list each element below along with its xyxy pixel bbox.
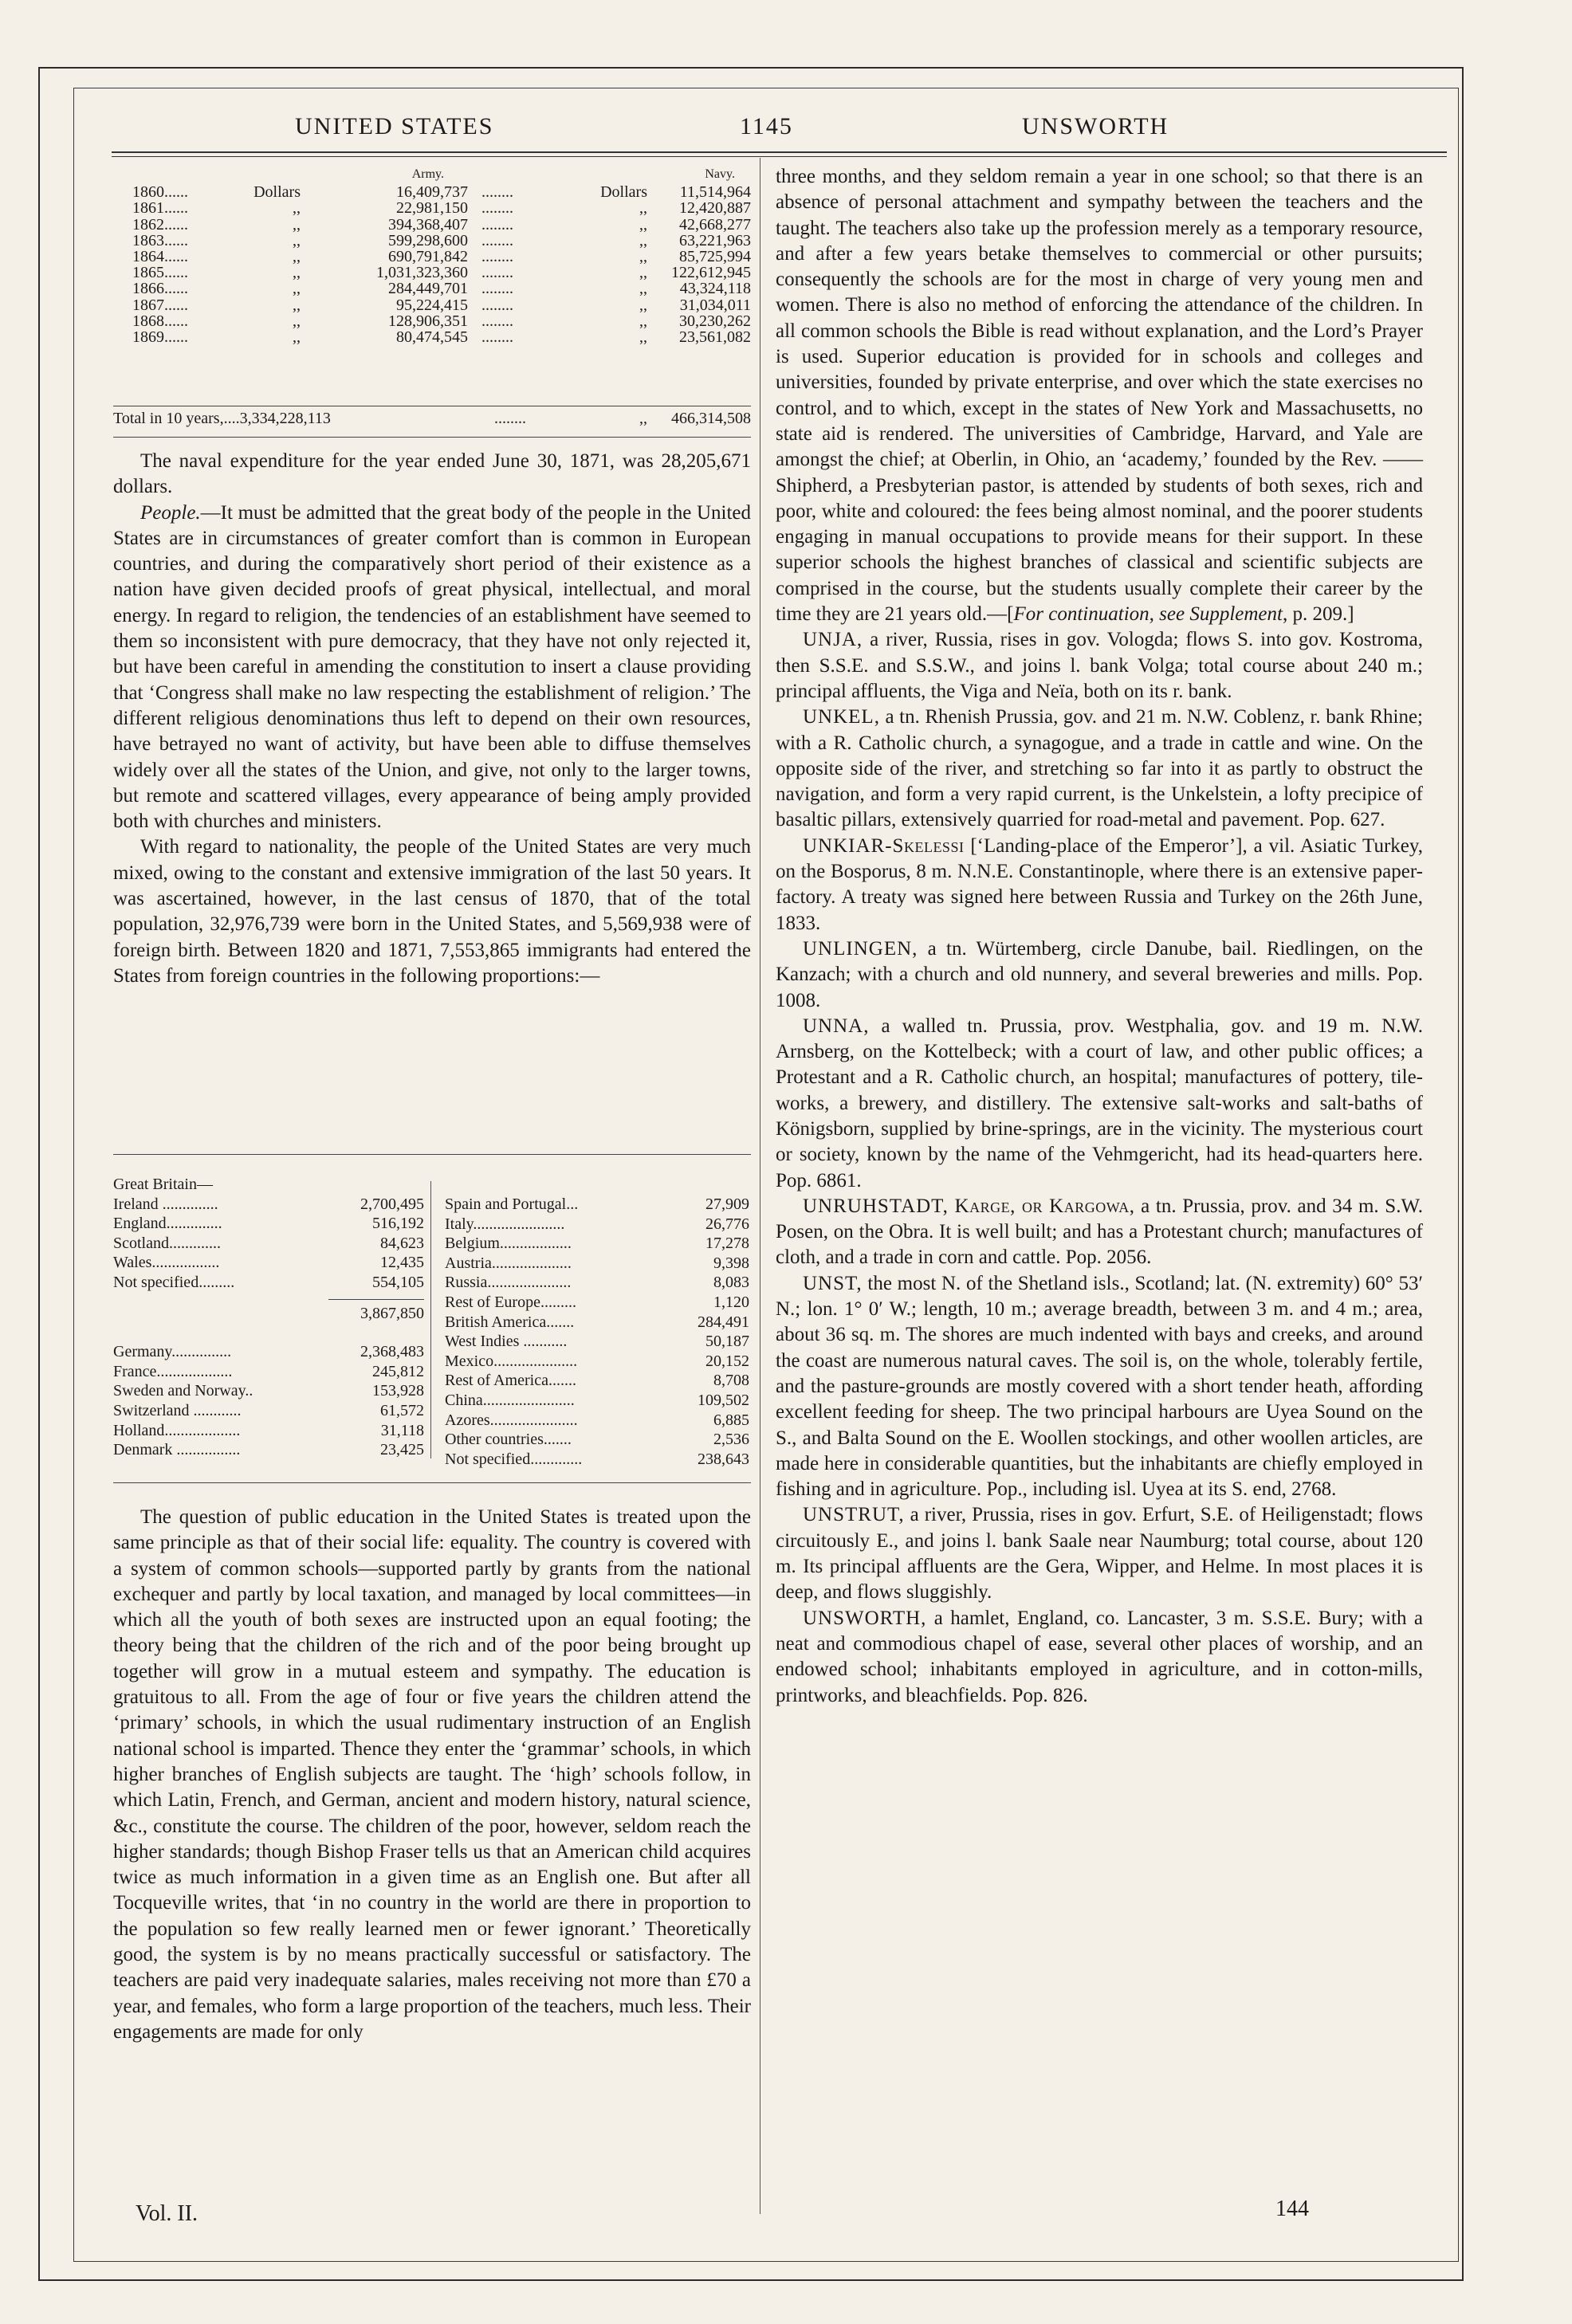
leader-dots: ........ xyxy=(481,312,513,330)
leader-dots: ........ xyxy=(481,231,513,249)
page-number: 1145 xyxy=(740,113,793,139)
entry-text: a river, Prussia, rises in gov. Erfurt, S.E. of Heiligenstadt; flows circuitously E., and joins l. bank Saale near Naumburg; total course, about 120 m. Its principal affluents are the Gera, Wipper, and Helme. In most places it is deep, and flows sluggishly. xyxy=(776,1504,1423,1604)
left-column-lower xyxy=(113,1505,751,2045)
army-value: 599,298,600 xyxy=(388,231,468,249)
entry-text: a tn. Würtemberg, circle Danube, bail. Riedlingen, on the Kanzach; with a church and old nunnery, and several breweries and mills. Pop. 1008. xyxy=(776,937,1423,1011)
immigration-row xyxy=(445,1451,756,1470)
leader-dots: ........ xyxy=(481,183,513,202)
entry-text: a tn. Rhenish Prussia, gov. and 21 m. N.W. Coblenz, r. bank Rhine; with a R. Catholic church, a synagogue, and a trade in cattle and wine. On the opposite side of the river, and stretching so far into it as partly to obstruct the navigation, and form a very rapid current, is the Unkelstein, a lofty precipice of basaltic pillars, extensively quarried for road-metal and pavement. Pop. 627. xyxy=(776,706,1423,831)
immigration-top-rule xyxy=(113,1154,751,1155)
country-label: Rest of Europe......... xyxy=(445,1293,576,1311)
entry-headword: UNKIAR- xyxy=(803,834,893,857)
immigration-row xyxy=(445,1235,756,1254)
navy-value: 43,324,118 xyxy=(679,280,751,298)
expenditure-row xyxy=(113,232,751,248)
unit-cell: ,, xyxy=(293,312,301,330)
navy-value: 23,561,082 xyxy=(679,328,751,346)
navy-value: 85,725,994 xyxy=(679,247,751,265)
navy-value: 42,668,277 xyxy=(679,215,751,234)
immigrant-count: 2,700,495 xyxy=(360,1195,424,1213)
immigration-row xyxy=(445,1411,756,1431)
leader-dots: ........ xyxy=(481,199,513,218)
expenditure-row xyxy=(113,280,751,296)
country-label: Not specified............. xyxy=(445,1450,583,1468)
left-column-upper xyxy=(113,449,751,989)
country-label: France................... xyxy=(113,1362,233,1380)
gazetteer-entry xyxy=(776,1194,1423,1271)
unit-cell: ,, xyxy=(293,231,301,249)
gb-subtotal-rule xyxy=(328,1299,424,1300)
country-label: Azores...................... xyxy=(445,1411,578,1429)
header-rule xyxy=(112,151,1447,153)
continuation-reference: For continuation, see Supplement xyxy=(1013,603,1283,626)
country-label: Denmark ................ xyxy=(113,1441,241,1459)
army-value: 1,031,323,360 xyxy=(376,264,468,282)
country-label: Sweden and Norway.. xyxy=(113,1382,253,1400)
unit-cell: ,, xyxy=(639,215,647,234)
education-paragraph: The question of public education in the United States is treated upon the same principle as that of their social life: equality. The country is covered with a system of common schools—supported partly by grants from the national exchequer and partly by local taxation, and managed by local committees—in which all the youth of both sexes are instructed upon an equal footing; the theory being that the children of the rich and of the poor being brought up together will grow in a mutual esteem and sympathy. The education is gratuitous to all. From the age of four or five years the children attend the ‘primary’ schools, in which the usual rudimentary instruction of an English national school is imparted. Thence they enter the ‘grammar’ schools, in which higher branches of English subjects are taught. The ‘high’ schools follow, in which Latin, French, and German, ancient and modern history, natural science, &c., constitute the course. The children of the poor, however, seldom reach the higher standards; though Bishop Fraser tells us that an American child acquires twice as much information in a given time as an English one. But after all Tocqueville writes, that ‘in no country in the world are there in proportion to the population so few really learned men or fewer ignorant.’ Theoretically good, the system is by no means practically successful or satisfactory. The teachers are paid very inadequate salaries, males receiving not more than £70 a year, and females, who form a large proportion of the teachers, much less. Their engagements are made for only xyxy=(113,1506,751,2043)
expenditure-row xyxy=(113,264,751,280)
immigrant-count: 26,776 xyxy=(705,1215,749,1233)
unit-cell: ,, xyxy=(639,247,647,265)
immigrant-count: 31,118 xyxy=(380,1421,424,1439)
immigrant-count: 9,398 xyxy=(713,1254,749,1272)
great-britain-total: 3,867,850 xyxy=(360,1304,424,1322)
army-value: 690,791,842 xyxy=(388,247,468,265)
entry-text: [‘Landing-place of the Emperor’], a vil. Asiatic Turkey, on the Bosporus, 8 m. N.N.E. Constantinople, where there is an extensive paper-factory. A treaty was signed here between Russia and Turkey on the 26th June, 1833. xyxy=(776,834,1423,934)
leader-dots: ........ xyxy=(481,296,513,314)
immigrant-count: 27,909 xyxy=(705,1195,749,1213)
immigration-row xyxy=(445,1274,756,1294)
entry-headword: UNLINGEN, xyxy=(803,937,918,960)
country-label: Not specified......... xyxy=(113,1273,235,1291)
immigration-row xyxy=(445,1215,756,1235)
army-value: 95,224,415 xyxy=(396,296,468,314)
year-cell: 1863...... xyxy=(132,231,188,249)
immigrant-count: 6,885 xyxy=(713,1411,749,1429)
entry-text: a walled tn. Prussia, prov. Westphalia, gov. and 19 m. N.W. Arnsberg, on the Kottelbeck; with a court of law, and other public offices; a Protestant and a R. Catholic church, an hospital; manufactures of pottery, tile-works, a brewery, and distillery. The extensive salt-works and salt-baths of Königsborn, supplied by brine-springs, are in the vicinity. The mysterious court or society, known by the name of the Vehmgericht, had its head-quarters here. Pop. 6861. xyxy=(776,1015,1423,1191)
unit-cell: ,, xyxy=(639,264,647,282)
expenditure-row xyxy=(113,199,751,218)
expenditure-row xyxy=(113,312,751,328)
year-cell: 1865...... xyxy=(132,264,188,282)
entry-text: a river, Russia, rises in gov. Vologda; flows S. into gov. Kostroma, then S.S.E. and S.S.W., and joins l. bank Volga; total course about 240 m.; principal affluents, the Viga and Neïa, both on its r. bank. xyxy=(776,629,1423,702)
unit-cell: Dollars xyxy=(253,183,301,202)
entry-headword-variant: Skelessi xyxy=(892,834,965,857)
country-label: Austria.................... xyxy=(445,1254,572,1272)
unit-cell: ,, xyxy=(639,312,647,330)
army-value: 394,368,407 xyxy=(388,215,468,234)
unit-cell: ,, xyxy=(293,264,301,282)
entry-headword-variant: Karge, or Kargowa, xyxy=(954,1195,1135,1217)
immigration-row xyxy=(113,1363,424,1383)
navy-value: 11,514,964 xyxy=(679,183,751,202)
navy-value: 31,034,011 xyxy=(679,296,751,314)
country-label: Rest of America....... xyxy=(445,1372,576,1390)
immigration-table-left xyxy=(113,1176,424,1461)
immigration-row xyxy=(445,1352,756,1372)
country-label: Italy....................... xyxy=(445,1215,565,1233)
immigrant-count: 554,105 xyxy=(372,1273,424,1291)
army-column-header: Army. xyxy=(411,167,444,181)
immigrant-count: 61,572 xyxy=(380,1401,424,1419)
immigration-row xyxy=(445,1254,756,1274)
country-label: Switzerland ............ xyxy=(113,1401,242,1419)
immigrant-count: 17,278 xyxy=(705,1235,749,1253)
gazetteer-entry xyxy=(776,1014,1423,1194)
immigration-row xyxy=(113,1274,424,1294)
signature-mark: 144 xyxy=(1275,2196,1309,2221)
expenditure-row xyxy=(113,183,751,202)
immigration-row xyxy=(113,1215,424,1235)
country-label: Mexico..................... xyxy=(445,1352,578,1370)
expenditure-header-row xyxy=(113,167,751,183)
entry-headword: UNST, xyxy=(803,1272,863,1294)
immigration-row xyxy=(113,1235,424,1254)
entry-headword: UNJA, xyxy=(803,629,863,651)
unit-cell: ,, xyxy=(293,296,301,314)
total-label: Total in 10 years,....3,334,228,113 xyxy=(113,410,331,427)
leader-dots: ........ xyxy=(481,247,513,265)
army-value: 22,981,150 xyxy=(396,199,468,218)
country-label: Ireland .............. xyxy=(113,1195,218,1213)
immigration-row xyxy=(445,1372,756,1392)
country-label: Scotland............. xyxy=(113,1234,221,1252)
immigration-bottom-rule xyxy=(113,1482,751,1483)
immigrant-count: 2,368,483 xyxy=(360,1343,424,1361)
immigrant-count: 8,083 xyxy=(713,1274,749,1292)
leader-dots: ........ xyxy=(481,215,513,234)
people-label: People. xyxy=(140,501,201,524)
unit-cell: ,, xyxy=(639,199,647,218)
immigrant-count: 50,187 xyxy=(705,1333,749,1351)
expenditure-total-row xyxy=(113,410,751,426)
immigrant-count: 245,812 xyxy=(372,1362,424,1380)
expenditure-row xyxy=(113,248,751,264)
gazetteer-entry xyxy=(776,834,1423,936)
immigration-row xyxy=(445,1195,756,1215)
army-value: 128,906,351 xyxy=(388,312,468,330)
immigration-row xyxy=(445,1392,756,1411)
expenditure-row xyxy=(113,216,751,232)
navy-value: 12,420,887 xyxy=(679,199,751,218)
immigrant-count: 23,425 xyxy=(380,1441,424,1459)
unit-cell: ,, xyxy=(639,231,647,249)
immigration-row xyxy=(445,1431,756,1451)
country-label: Russia..................... xyxy=(445,1274,572,1292)
immigration-row xyxy=(445,1313,756,1333)
entry-headword: UNRUHSTADT, xyxy=(803,1195,949,1217)
navy-value: 63,221,963 xyxy=(679,231,751,249)
total-navy: 466,314,508 xyxy=(671,410,751,427)
unit-cell: ,, xyxy=(293,280,301,298)
entry-text: a tn. Prussia, prov. and 34 m. S.W. Posen, on the Obra. It is well built; and has a Protestant church; manufactures of cloth, and a trade in corn and cattle. Pop. 2056. xyxy=(776,1195,1424,1269)
immigration-row xyxy=(113,1382,424,1402)
year-cell: 1869...... xyxy=(132,328,188,346)
gazetteer-entry xyxy=(776,705,1423,833)
immigrant-count: 2,536 xyxy=(713,1431,749,1449)
year-cell: 1866...... xyxy=(132,280,188,298)
expenditure-bottom-rule xyxy=(113,437,751,438)
volume-mark: Vol. II. xyxy=(136,2201,198,2226)
immigrant-count: 12,435 xyxy=(380,1254,424,1272)
unit-cell: ,, xyxy=(639,296,647,314)
immigrant-count: 516,192 xyxy=(372,1215,424,1233)
entry-headword: UNSTRUT, xyxy=(803,1504,905,1526)
immigration-row xyxy=(113,1422,424,1442)
unit-cell: ,, xyxy=(293,199,301,218)
year-cell: 1867...... xyxy=(132,296,188,314)
entry-headword: UNKEL, xyxy=(803,706,880,728)
gazetteer-entry xyxy=(776,1502,1423,1605)
country-label: China....................... xyxy=(445,1391,575,1409)
year-cell: 1862...... xyxy=(132,215,188,234)
immigrant-count: 1,120 xyxy=(713,1293,749,1311)
immigration-column-divider xyxy=(430,1181,431,1458)
immigration-table-right xyxy=(445,1195,756,1470)
immigrant-count: 84,623 xyxy=(380,1234,424,1252)
country-label: Germany............... xyxy=(113,1343,232,1361)
entry-text: the most N. of the Shetland isls., Scotland; lat. (N. extremity) 60° 53′ N.; lon. 1° 0′ W.; length, 10 m.; average breadth, between 3 m. and 4 m.; area, about 36 sq. m. The shores are much indented with bays and creeks, and around the coast are numerous natural caves. The soil is, on the whole, tolerably fertile, and the pasture-grounds are mostly covered with a short tender heath, affording excellent feeding for sheep. The two principal harbours are Uyea Sound on the S., and Balta Sound on the E. Woollen stockings, and other woollen articles, are made here in considerable quantities, but the inhabitants are chiefly employed in fishing and in agriculture. Pop., including isl. Uyea at its S. end, 2768. xyxy=(776,1272,1423,1501)
immigrant-count: 284,491 xyxy=(698,1313,749,1331)
header-rule-thin xyxy=(112,156,1447,157)
people-paragraph xyxy=(113,501,751,835)
leader-dots: ........ xyxy=(481,280,513,298)
immigration-row xyxy=(445,1294,756,1313)
country-label: Spain and Portugal... xyxy=(445,1195,579,1213)
leader-dots: ........ xyxy=(481,328,513,346)
year-cell: 1860...... xyxy=(132,183,188,202)
gazetteer-entry xyxy=(776,1271,1423,1503)
total-dots: ........ xyxy=(494,410,526,427)
country-label: Other countries....... xyxy=(445,1431,572,1449)
immigrant-count: 238,643 xyxy=(698,1450,749,1468)
navy-value: 122,612,945 xyxy=(671,264,751,282)
entry-headword: UNSWORTH, xyxy=(803,1607,927,1629)
running-head-left: UNITED STATES xyxy=(295,113,494,139)
country-label: British America....... xyxy=(445,1313,575,1331)
army-value: 284,449,701 xyxy=(388,280,468,298)
year-cell: 1864...... xyxy=(132,247,188,265)
leader-dots: ........ xyxy=(481,264,513,282)
immigration-row xyxy=(113,1402,424,1422)
unit-cell: Dollars xyxy=(600,183,647,202)
immigration-row xyxy=(113,1195,424,1215)
unit-cell: ,, xyxy=(293,215,301,234)
army-value: 16,409,737 xyxy=(396,183,468,202)
expenditure-table xyxy=(113,167,751,344)
continuation-paragraph xyxy=(776,164,1423,627)
year-cell: 1861...... xyxy=(132,199,188,218)
total-unit: ,, xyxy=(639,410,647,427)
country-label: Wales................. xyxy=(113,1254,220,1272)
navy-column-header: Navy. xyxy=(705,167,735,181)
entry-text: a hamlet, England, co. Lancaster, 3 m. S.S.E. Bury; with a neat and commodious chapel of ease, several other places of worship, and an endowed school; inhabitants employed in agriculture, and in cotton-mills, printworks, and bleachfields. Pop. 826. xyxy=(776,1607,1423,1706)
unit-cell: ,, xyxy=(293,247,301,265)
expenditure-row xyxy=(113,328,751,344)
running-head-right: UNSWORTH xyxy=(1022,113,1169,139)
immigration-row xyxy=(113,1441,424,1461)
immigrant-count: 109,502 xyxy=(698,1391,749,1409)
country-label: England.............. xyxy=(113,1215,222,1233)
immigrant-count: 8,708 xyxy=(713,1372,749,1390)
people-text: —It must be admitted that the great body of the people in the United States are in circumstances of greater comfort than is common in European countries, and during the comparatively short period of their existence as a nation have given decided proofs of great physical, intellectual, and moral energy. In regard to religion, the tendencies of an establishment have seemed to them so inconsistent with pure democracy, that they have not only rejected it, but have been careful in amending the constitution to insert a clause providing that ‘Congress shall make no law respecting the establishment of religion.’ The different religious denominations thus left to depend on their own resources, have betrayed no want of activity, but have been able to diffuse themselves widely over all the states of the Union, and give, not only to the larger towns, but remote and scattered villages, every appearance of being amply provided both with churches and ministers. xyxy=(113,501,751,833)
immigration-row xyxy=(113,1254,424,1274)
navy-value: 30,230,262 xyxy=(679,312,751,330)
continuation-text: three months, and they seldom remain a year in one school; so that there is an absence of personal attachment and sympathy between the teachers and the taught. The teachers also take up the profession merely as a temporary resource, and after a few years betake themselves to commercial or other pursuits; consequently the schools are for the most in charge of very young men and women. There is also no method of enforcing the attendance of the children. In all common schools the Bible is read without explanation, and the Lord’s Prayer is used. Superior education is provided for in schools and colleges and universities, founded by private enterprise, and over which the state exercises no control, and to which, except in the states of New York and Massachusetts, no state aid is rendered. The universities of Cambridge, Harvard, and Yale are amongst the chief; at Oberlin, in Ohio, an ‘academy,’ founded by the Rev. —— Shipherd, a Presbyterian pastor, is attended by students of both sexes, rich and poor, white and coloured: the fees being almost nominal, and the poorer students engaging in manual occupations to provide means for their support. In these superior schools the highest branches of classical and scientific subjects are comprised in the course, but the students usually complete their career by the time they are 21 years old.—[ xyxy=(776,166,1423,626)
country-label: Holland................... xyxy=(113,1421,241,1439)
right-column xyxy=(776,164,1423,1709)
continuation-end: , p. 209.] xyxy=(1282,603,1354,626)
nationality-paragraph: With regard to nationality, the people of the United States are very much mixed, owing to the constant and extensive immigration of the last 50 years. It was ascertained, however, in the last census of 1870, that of the total population, 32,976,739 were born in the United States, and 5,569,938 were of foreign birth. Between 1820 and 1871, 7,553,865 immigrants had entered the States from foreign countries in the following proportions:— xyxy=(113,836,751,987)
immigration-row xyxy=(445,1333,756,1352)
expenditure-row xyxy=(113,296,751,312)
naval-paragraph: The naval expenditure for the year ended June 30, 1871, was 28,205,671 dollars. xyxy=(113,450,751,498)
gazetteer-entry xyxy=(776,936,1423,1014)
unit-cell: ,, xyxy=(639,328,647,346)
immigrant-count: 20,152 xyxy=(705,1352,749,1370)
entry-headword: UNNA, xyxy=(803,1015,870,1037)
year-cell: 1868...... xyxy=(132,312,188,330)
unit-cell: ,, xyxy=(293,328,301,346)
country-label: Belgium.................. xyxy=(445,1235,572,1253)
great-britain-heading: Great Britain— xyxy=(113,1176,213,1193)
gazetteer-entry xyxy=(776,627,1423,705)
unit-cell: ,, xyxy=(639,280,647,298)
immigration-row xyxy=(113,1343,424,1363)
country-label: West Indies ........... xyxy=(445,1333,568,1351)
gazetteer-entry xyxy=(776,1606,1423,1709)
army-value: 80,474,545 xyxy=(396,328,468,346)
immigrant-count: 153,928 xyxy=(372,1382,424,1400)
